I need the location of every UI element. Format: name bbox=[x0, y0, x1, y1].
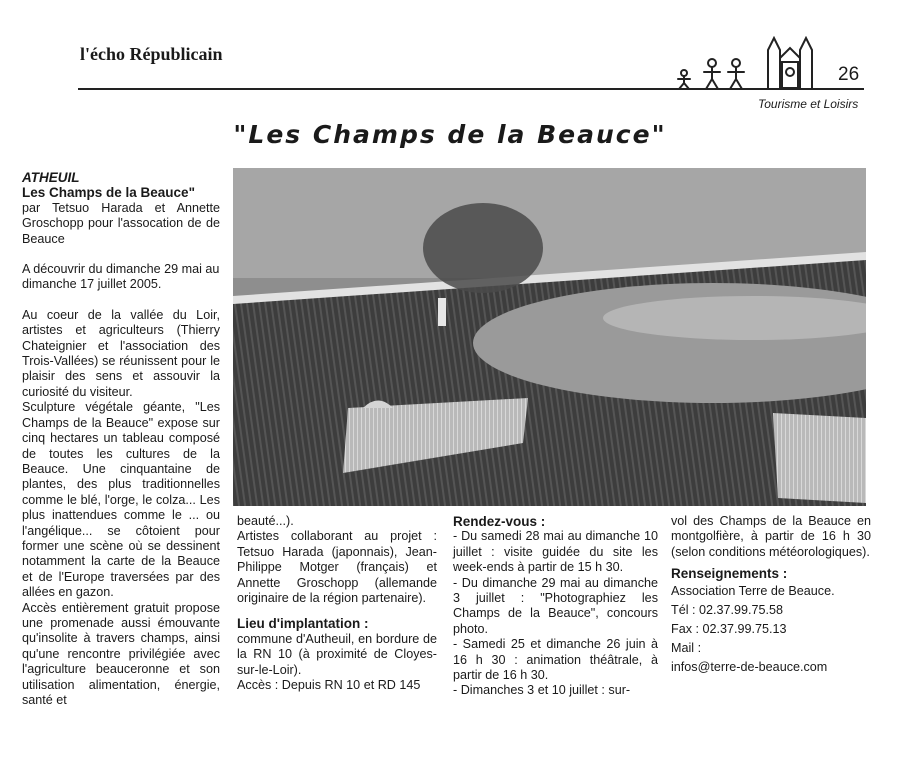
sidebar-title: Les Champs de la Beauce" bbox=[22, 185, 195, 201]
mail-label: Mail : bbox=[671, 640, 702, 655]
figures-church-icon bbox=[668, 36, 836, 90]
acces-text: Accès : Depuis RN 10 et RD 145 bbox=[237, 678, 421, 693]
continued-text: beauté...). bbox=[237, 514, 294, 528]
org-name: Association Terre de Beauce. bbox=[671, 583, 835, 598]
continued-text: vol des Champs de la Beauce en montgolfière, à partir de 16 h 30 (selon conditions météorologiques). bbox=[671, 514, 871, 559]
column-3 bbox=[453, 514, 658, 699]
sidebar-column bbox=[22, 170, 220, 708]
sidebar-dates: A découvrir du dimanche 29 mai au dimanche 17 juillet 2005. bbox=[22, 262, 220, 292]
phone: Tél : 02.37.99.75.58 bbox=[671, 602, 784, 617]
section-label: Tourisme et Loisirs bbox=[758, 97, 859, 111]
place-name: ATHEUIL bbox=[22, 170, 80, 185]
sidebar-paragraph: Sculpture végétale géante, "Les Champs de la Beauce" expose sur cinq hectares un tableau composé de toutes les cultures de la Beauce. Une cinquantaine de plantes, des plus traditionnelles comme le blé, l'orge, le colza... Les plus inattendues comme le ... ou l'angélique... se côtoient pour former une scène où se dessinent notamment la carte de la Beauce et de l'Europe traversées par des allées en gazon. bbox=[22, 400, 220, 600]
renseignements-heading: Renseignements : bbox=[671, 566, 788, 582]
sidebar-byline: par Tetsuo Harada et Annette Groschopp pour l'assocation de de Beauce bbox=[22, 200, 220, 246]
headline: "Les Champs de la Beauce" bbox=[233, 120, 667, 149]
masthead: l'écho Républicain bbox=[80, 44, 223, 64]
column-2 bbox=[237, 514, 437, 693]
header-rule bbox=[78, 88, 864, 90]
rendezvous-heading: Rendez-vous : bbox=[453, 514, 546, 529]
lieu-heading: Lieu d'implantation : bbox=[237, 616, 369, 632]
event-item: - Dimanches 3 et 10 juillet : sur- bbox=[453, 683, 631, 698]
event-item: - Du samedi 28 mai au dimanche 10 juillet : visite guidée du site les week-ends à partir de 15 h 30. bbox=[453, 529, 658, 575]
fax: Fax : 02.37.99.75.13 bbox=[671, 621, 787, 636]
event-item: - Samedi 25 et dimanche 26 juin à 16 h 30 : animation théâtrale, à partir de 16 h 30. bbox=[453, 637, 658, 683]
email: infos@terre-de-beauce.com bbox=[671, 659, 828, 674]
sidebar-paragraph: Accès entièrement gratuit propose une promenade aussi émouvante qu'insolite à travers champs, ainsi qu'une rencontre privilégiée avec l'agriculture beauceronne et son utilisation alimentation, énergie, santé et bbox=[22, 600, 220, 707]
artists-text: Artistes collaborant au projet : Tetsuo Harada (japonnais), Jean-Philippe Motger (français) et Annette Groschopp (allemande originaire de la région partenaire). bbox=[237, 529, 437, 606]
aerial-photo bbox=[233, 168, 866, 506]
page-number: 26 bbox=[838, 64, 860, 85]
event-item: - Du dimanche 29 mai au dimanche 3 juillet : "Photographiez les Champs de la Beauce", concours photo. bbox=[453, 575, 658, 636]
column-4 bbox=[671, 514, 871, 677]
sidebar-paragraph: Au coeur de la vallée du Loir, artistes et agriculteurs (Thierry Chateignier et l'association des Trois-Vallées) se réunissent pour le plaisir des sens et assouvir la curiosité du visiteur. bbox=[22, 307, 220, 399]
lieu-text: commune d'Autheuil, en bordure de la RN 10 (à proximité de Cloyes-sur-le-Loir). bbox=[237, 631, 437, 677]
